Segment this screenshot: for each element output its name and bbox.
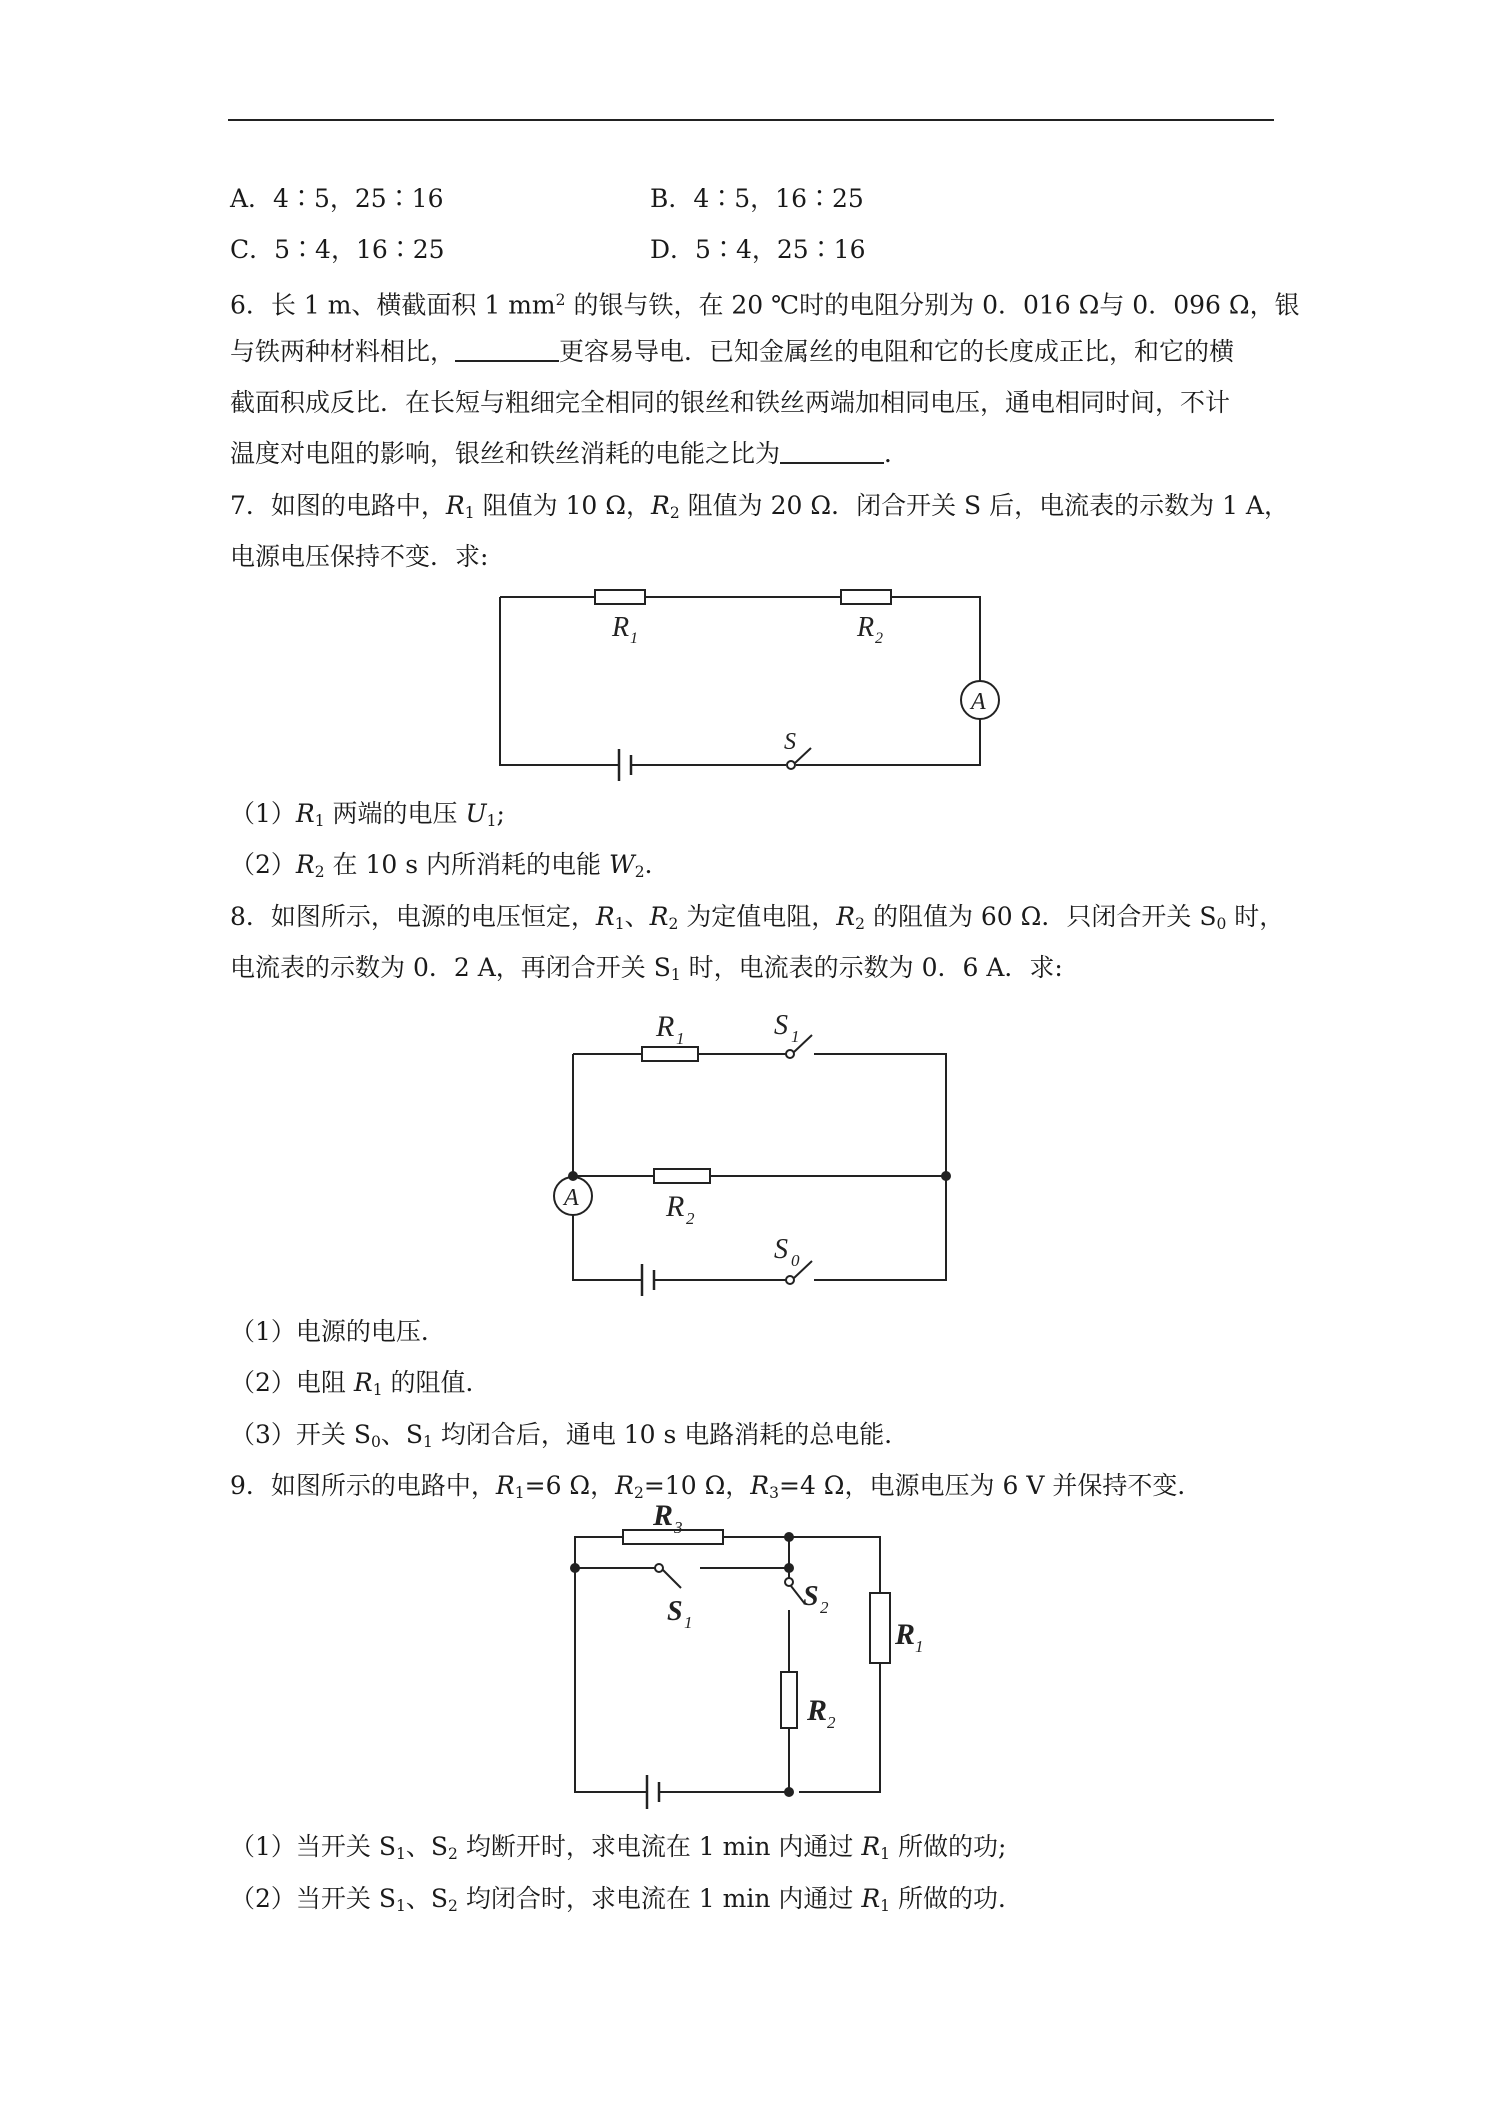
q7-label-r1: R (612, 612, 630, 643)
q7-circuit-diagram (495, 585, 995, 785)
svg-text:2: 2 (875, 630, 883, 647)
q7-line-2: 电源电压保持不变．求: (230, 542, 489, 571)
q7-line-1: 7．如图的电路中，$R_1$ 阻值为 10 Ω，$R_2$ 阻值为 20 Ω．闭合开关 S 后，电流表的示数为 1 A， (230, 491, 1289, 522)
q6-line-1: 6．长 1 m、横截面积 1 $mm^2$ 的银与铁，在 20 ℃时的电阻分别为 0．016 Ω与 0．096 Ω，银 (230, 290, 1300, 320)
ammeter-icon: A (971, 689, 986, 715)
q7-part-2: $(2)R_2$ 在 10 s 内所消耗的电能 $W_2$． (230, 850, 670, 881)
svg-text:1: 1 (676, 1029, 685, 1048)
ammeter-icon: A (564, 1185, 579, 1211)
q6-line-3: 截面积成反比．在长短与粗细完全相同的银丝和铁丝两端加相同电压，通电相同时间，不计 (230, 388, 1231, 417)
q8-circuit-diagram (530, 1002, 970, 1312)
answer-blank (780, 438, 884, 464)
q8-part-3: （3）开关 $S_0$、$S_1$ 均闭合后，通电 10 s 电路消耗的总电能． (230, 1420, 910, 1451)
svg-text:2: 2 (827, 1713, 836, 1732)
q8-part-2: （2）电阻 $R_1$ 的阻值． (230, 1368, 491, 1399)
svg-text:3: 3 (674, 1518, 683, 1537)
q7-label-switch: S (784, 729, 796, 755)
svg-text:1: 1 (630, 630, 638, 647)
q8-label-s0: S (774, 1234, 788, 1265)
header-rule (228, 119, 1274, 121)
q7-label-r2: R (857, 612, 875, 643)
q6-line-4: 温度对电阻的影响，银丝和铁丝消耗的电能之比为 ． (230, 439, 910, 468)
option-c: C．5∶4，16∶25 (230, 235, 445, 264)
q8-line-2: 电流表的示数为 0．2 A，再闭合开关 $S_1$ 时，电流表的示数为 0．6 A．求: (230, 953, 1063, 984)
q9-part-1: （1）当开关 $S_1$、$S_2$ 均断开时，求电流在 1 min 内通过 $R_1$ 所做的功; (230, 1832, 1007, 1863)
q9-label-r1: R (895, 1618, 916, 1651)
option-a: A．4∶5，25∶16 (230, 184, 444, 213)
svg-text:1: 1 (791, 1027, 800, 1046)
q6-line-2: 与铁两种材料相比， 更容易导电．已知金属丝的电阻和它的长度成正比，和它的横 (230, 337, 1235, 366)
q8-label-r1: R (656, 1010, 675, 1043)
q9-line-1: 9．如图所示的电路中，$R_1=6$ Ω，$R_2=10$ Ω，$R_3=4$ Ω，电源电压为 6 V 并保持不变． (230, 1471, 1203, 1502)
svg-text:0: 0 (791, 1251, 800, 1270)
svg-text:1: 1 (915, 1637, 924, 1656)
q9-label-r2: R (807, 1694, 828, 1727)
q9-label-s1: S (667, 1596, 683, 1627)
option-d: D．5∶4，25∶16 (650, 235, 866, 264)
q9-part-2: （2）当开关 $S_1$、$S_2$ 均闭合时，求电流在 1 min 内通过 $R_1$ 所做的功． (230, 1884, 1023, 1915)
svg-text:1: 1 (684, 1613, 693, 1632)
q9-label-r3: R (653, 1499, 674, 1532)
q9-label-s2: S (803, 1581, 819, 1612)
q7-part-1: $(1)R_1$ 两端的电压 $U_1$; (230, 799, 505, 830)
answer-blank (455, 336, 559, 362)
svg-text:2: 2 (820, 1598, 829, 1617)
q8-label-s1: S (774, 1010, 788, 1041)
svg-text:2: 2 (686, 1209, 695, 1228)
q9-circuit-diagram (555, 1499, 924, 1800)
q8-label-r2: R (666, 1190, 685, 1223)
option-b: B．4∶5，16∶25 (650, 184, 864, 213)
q8-part-1: （1）电源的电压． (230, 1317, 446, 1346)
q8-line-1: 8．如图所示，电源的电压恒定，$R_1$、$R_2$ 为定值电阻，$R_2$ 的阻值为 60 Ω．只闭合开关 $S_0$ 时， (230, 902, 1285, 933)
